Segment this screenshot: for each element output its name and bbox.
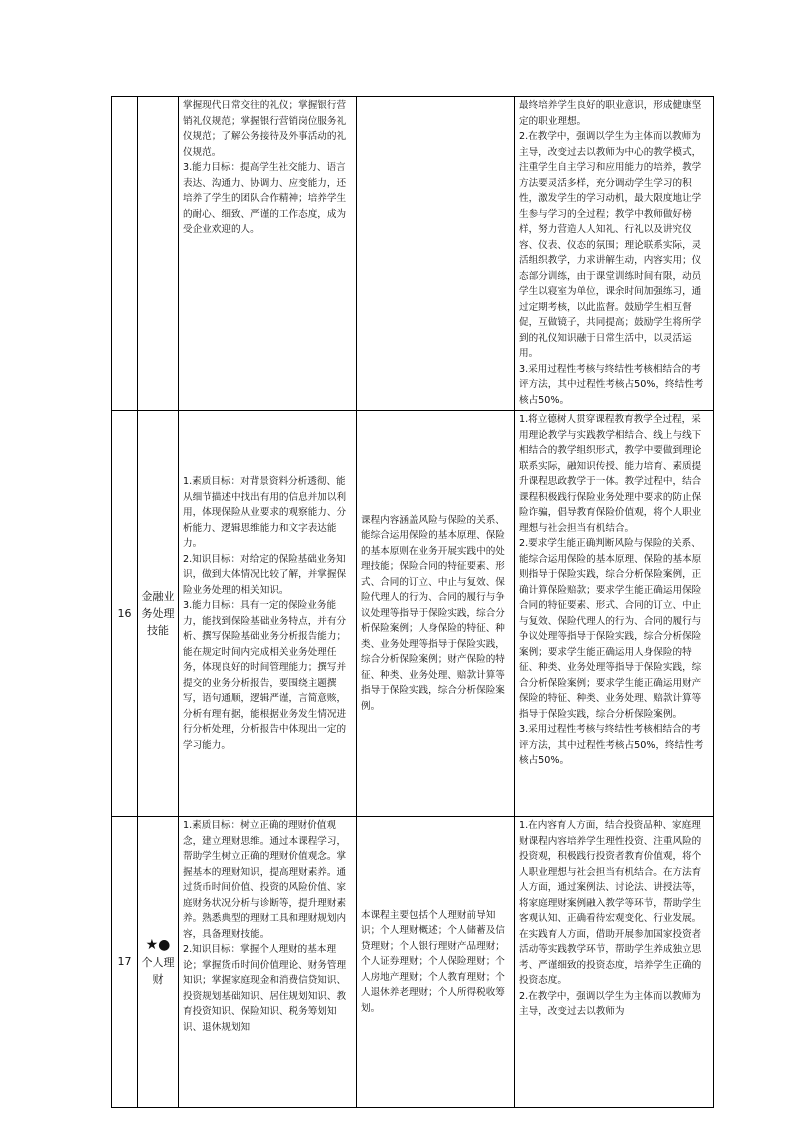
- curriculum-table: [111, 96, 714, 1108]
- course-content: 课程内容涵盖风险与保险的关系、能综合运用保险的基本原理、保险的基本原则在业务开展实践中的处理技能；保险合同的特征要素、形式、合同的订立、中止与复效、保险代理人的行为、合同的履行与争议处理等指导于保险实践，综合分析保险案例；人身保险的特征、种类、业务处理等指导于保险实践，综合分析保险案例；财产保险的特征、种类、业务处理、赔款计算等指导于保险实践，综合分析保险案例。: [357, 411, 515, 817]
- course-number: 16: [112, 411, 138, 817]
- course-objectives: 1.素质目标：树立正确的理财价值观念，建立理财思维。通过本课程学习，帮助学生树立正确的理财价值观念。掌握基本的理财知识，提高理财素养。通过货币时间价值、投资的风险价值、家庭财务状况分析与诊断等，提升理财素养。熟悉典型的理财工具和理财规划内容，具备理财技能。 2.知识目标：掌握个人理财的基本理论；掌握货币时间价值理论、财务管理知识；掌握家庭现金和消费信贷知识、投资规划基础知识、居住规划知识、教育投资知识、保险知识、税务筹划知识、退休规划知: [179, 817, 357, 1108]
- course-number: [112, 97, 138, 411]
- course-name-cell: [138, 817, 179, 1108]
- course-name: [138, 97, 179, 411]
- course-content: [357, 97, 515, 411]
- table-row: [112, 411, 714, 817]
- teaching-requirements: 1.在内容育人方面，结合投资品种、家庭理财课程内容培养学生理性投资、注重风险的投资观，积极践行投资者教育价值观，将个人职业理想与社会担当有机结合。在方法育人方面，通过案例法、讨论法、讲授法等，将家庭理财案例融入教学等环节，帮助学生客观认知、正确看待宏观变化、行业发展。在实践育人方面，借助开展参加国家投资者活动等实践教学环节，帮助学生养成独立思考、严谨细致的投资态度，培养学生正确的投资态度。 2.在教学中，强调以学生为主体而以教师为主导，改变过去以教师为: [515, 817, 714, 1108]
- table-row: [112, 97, 714, 411]
- course-name: 个人理财: [141, 956, 175, 986]
- course-objectives: 1.素质目标：对背景资料分析透彻、能从细节描述中找出有用的信息并加以利用，体现保险从业要求的观察能力、分析能力、逻辑思维能力和文字表达能力。 2.知识目标：对给定的保险基础业务知识，做到大体情况比较了解，并掌握保险业务处理的相关知识。 3.能力目标：具有一定的保险业务能力，能找到保险基础业务特点，并有分析、撰写保险基础业务分析报告能力；能在规定时间内完成相关业务处理任务，体现良好的时间管理能力；撰写并提交的业务分析报告，要围绕主题撰写，语句通顺，逻辑严谨，言简意赅，分析有理有据，能根据业务发生情况进行分析处理，分析报告中体现出一定的学习能力。: [179, 411, 357, 817]
- course-objectives: 掌握现代日常交往的礼仪；掌握银行营销礼仪规范；掌握银行营销岗位服务礼仪规范；了解公务接待及外事活动的礼仪规范。 3.能力目标：提高学生社交能力、语言表达、沟通力、协调力、应变能力，还培养了学生的团队合作精神；培养学生的耐心、细致、严谨的工作态度，成为受企业欢迎的人。: [179, 97, 357, 411]
- teaching-requirements: 1.将立德树人贯穿课程教育教学全过程，采用理论教学与实践教学相结合、线上与线下相结合的教学组织形式，教学中要做到理论联系实际，融知识传授、能力培育、素质提升课程思政教学于一体。教学过程中，结合课程积极践行保险业务处理中要求的防止保险诈骗，倡导教育保险价值观，将个人职业理想与社会担当有机结合。 2.要求学生能正确判断风险与保险的关系、能综合运用保险的基本原理、保险的基本原则指导于保险实践，综合分析保险案例，正确计算保险赔款；要求学生能正确运用保险合同的特征要素、形式、合同的订立、中止与复效、保险代理人的行为、合同的履行与争议处理等指导于保险实践，综合分析保险案例；要求学生能正确运用人身保险的特征、种类、业务处理等指导于保险实践，综合分析保险案例；要求学生能正确运用财产保险的特征、种类、业务处理、赔款计算等指导于保险实践，综合分析保险案例。 3.采用过程性考核与终结性考核相结合的考评方法，其中过程性考核占50%，终结性考核占50%。: [515, 411, 714, 817]
- star-circle-marks: ★●: [145, 937, 171, 953]
- course-content: 本课程主要包括个人理财前导知识；个人理财概述；个人储蓄及信贷理财；个人银行理财产品理财；个人证券理财；个人保险理财；个人房地产理财；个人教育理财；个人退休养老理财；个人所得税收筹划。: [357, 817, 515, 1108]
- teaching-requirements: 最终培养学生良好的职业意识，形成健康坚定的职业理想。 2.在教学中，强调以学生为主体而以教师为主导，改变过去以教师为中心的教学模式，注重学生自主学习和应用能力的培养，教学方法要灵活多样，充分调动学生学习的积性，激发学生的学习动机，最大限度地让学生参与学习的全过程；教学中教师做好榜样，努力营造人人知礼、行礼以及讲究仪容、仪表、仪态的氛围；理论联系实际，灵活组织教学，力求讲解生动，内容实用；仪态部分训练，由于课堂训练时间有限，动员学生以寝室为单位，课余时间加强练习，通过定期考核，以此监督。鼓励学生相互督促，互做镜子，共同提高；鼓励学生将所学到的礼仪知识融于日常生活中，以灵活运用。 3.采用过程性考核与终结性考核相结合的考评方法，其中过程性考核占50%，终结性考核占50%。: [515, 97, 714, 411]
- table-row: [112, 817, 714, 1108]
- course-number: 17: [112, 817, 138, 1108]
- course-name: 金融业务处理技能: [138, 411, 179, 817]
